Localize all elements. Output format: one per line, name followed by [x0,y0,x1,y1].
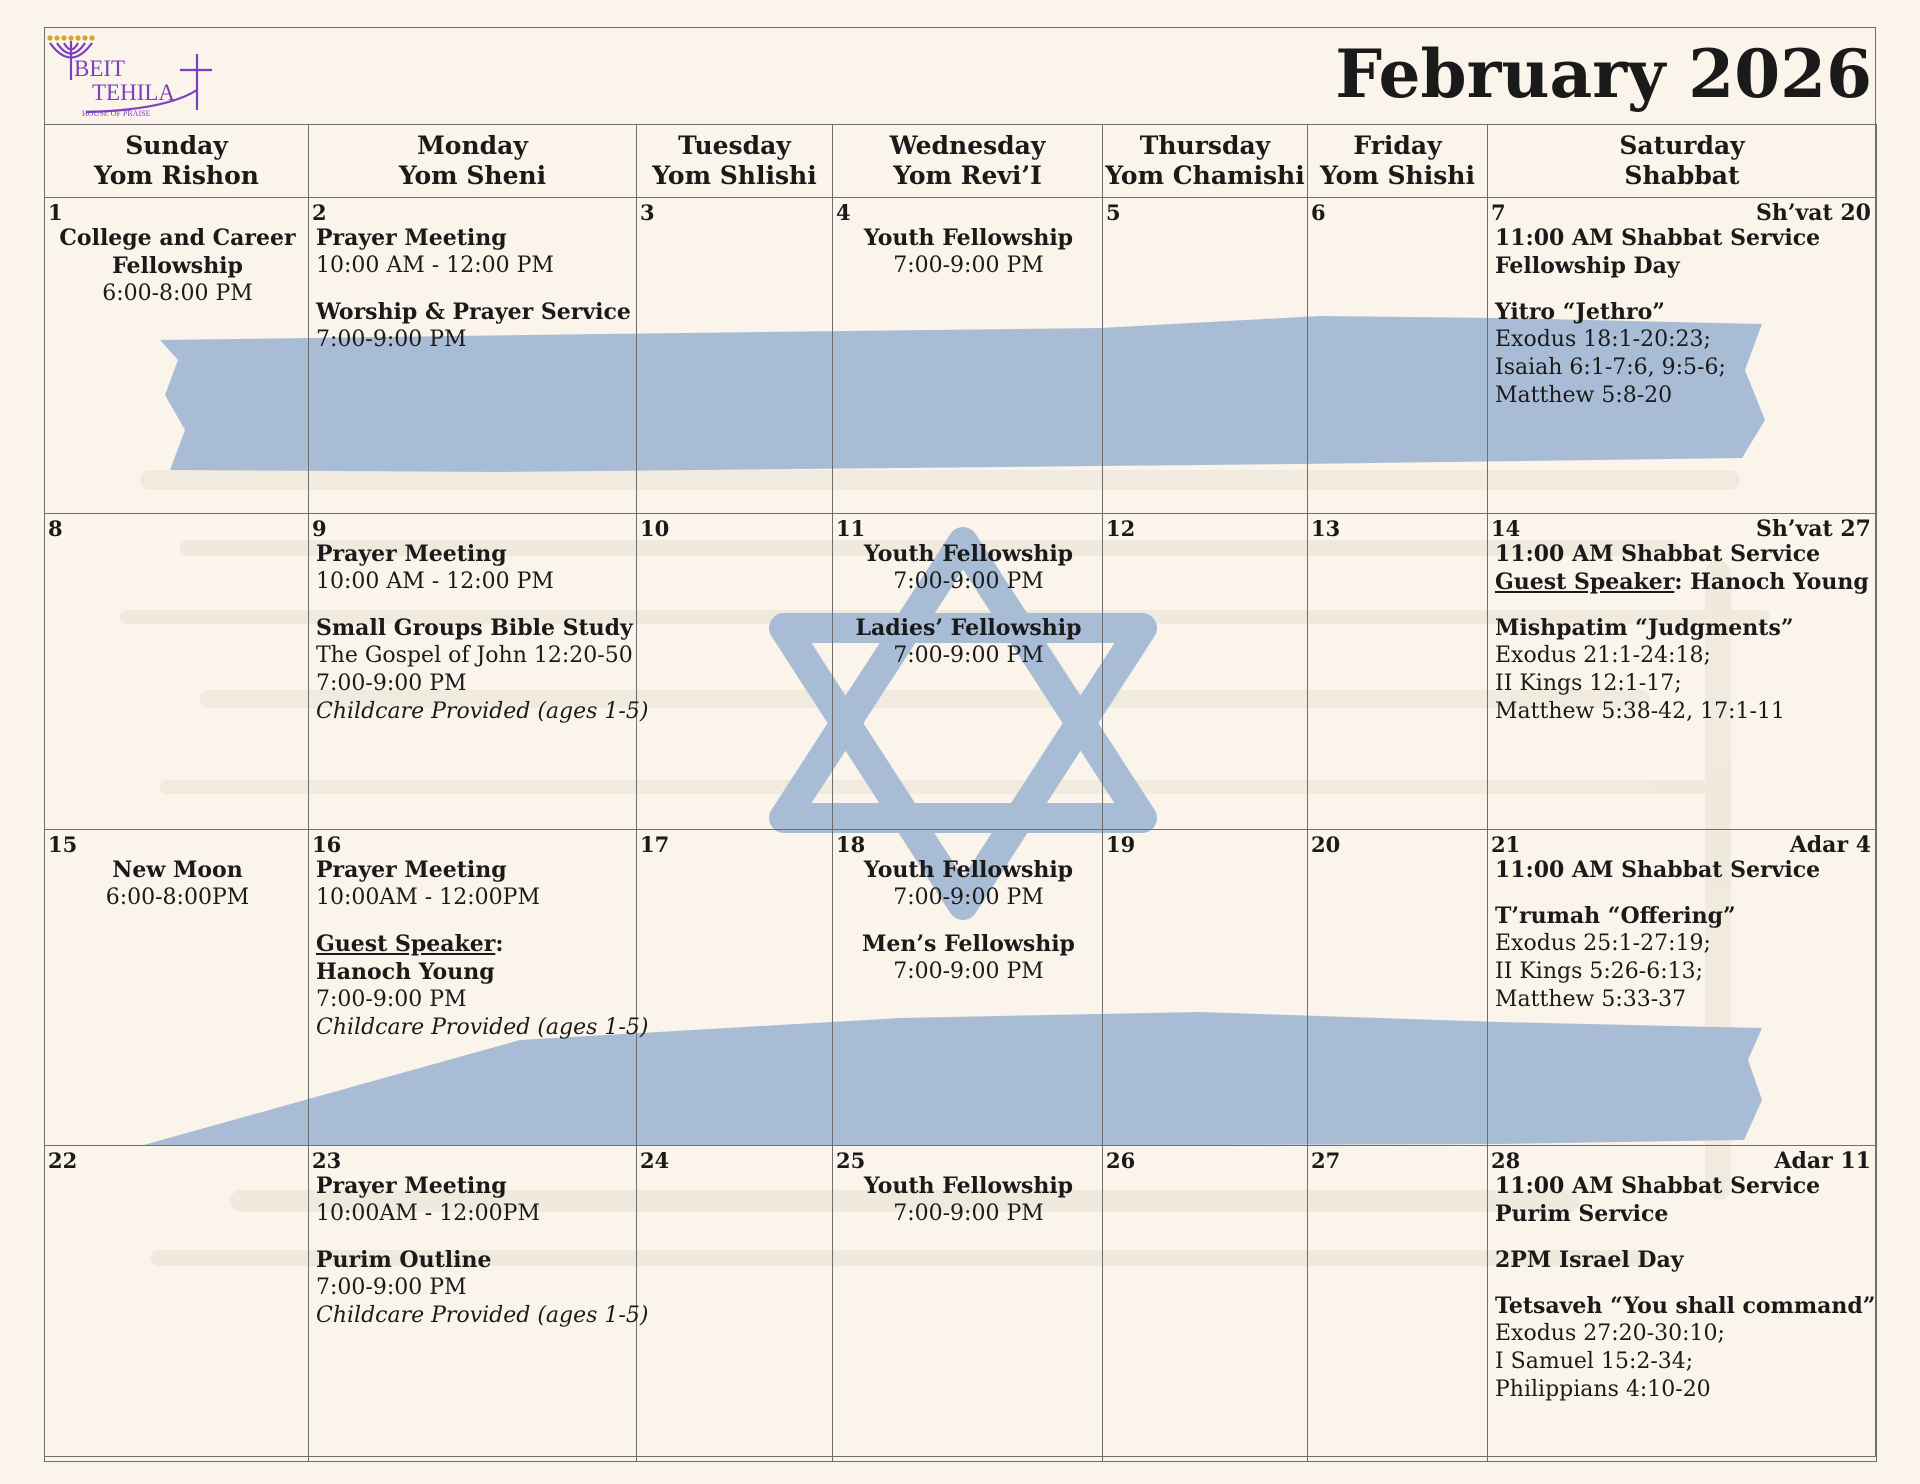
event-title: 11:00 AM Shabbat Service [1495,541,1821,567]
event-title: Youth Fellowship [863,857,1074,883]
event-detail: 7:00-9:00 PM [316,671,467,696]
day-number: 20 [1311,832,1341,857]
guest-speaker-name: : Hanoch Young [1674,569,1869,595]
day-number: 26 [1106,1148,1136,1173]
day-events [833,856,1102,1004]
day-events [45,224,308,326]
day-cell [45,1146,309,1462]
day-events [309,1172,649,1348]
event-detail: 10:00 AM - 12:00 PM [316,569,554,594]
event-title: New Moon [112,857,243,883]
hebrew-date: Adar 11 [1774,1148,1871,1174]
day-number: 2 [312,200,327,225]
event-title: Purim Service [1495,1201,1669,1227]
event-title: 11:00 AM Shabbat Service [1495,225,1821,251]
day-name-hebrew: Yom Rishon [94,161,259,190]
day-number: 28 [1491,1148,1521,1173]
day-cell [833,1146,1103,1462]
event-detail: 10:00AM - 12:00PM [316,1201,540,1226]
event-detail: 7:00-9:00 PM [893,959,1044,984]
event-detail: Philippians 4:10-20 [1495,1377,1711,1402]
day-events [833,224,1102,298]
day-number: 12 [1106,516,1136,541]
day-header-thursday [1103,125,1308,198]
event-title: 11:00 AM Shabbat Service [1495,1173,1821,1199]
event [316,298,631,354]
day-name-english: Saturday [1619,131,1745,160]
event-title: Small Groups Bible Study [316,615,633,641]
day-number: 11 [836,516,866,541]
event-detail: 7:00-9:00 PM [893,1201,1044,1226]
event-note: Childcare Provided (ages 1-5) [316,1303,649,1328]
event-detail: Exodus 18:1-20:23; [1495,327,1711,352]
day-cell [637,830,833,1146]
event-title: 2PM Israel Day [1495,1247,1684,1273]
day-number: 23 [312,1148,342,1173]
day-number: 15 [48,832,78,857]
day-cell [309,830,649,1146]
event [52,224,303,308]
day-events [309,224,636,372]
calendar-body [45,198,1877,1462]
event [1495,1172,1871,1228]
event-title: Prayer Meeting [316,857,507,883]
event-note: Childcare Provided (ages 1-5) [316,699,649,724]
day-number: 21 [1491,832,1521,857]
event [840,1172,1097,1228]
day-events [833,540,1102,688]
event [1495,902,1871,1014]
event [1495,1246,1871,1274]
calendar-grid [44,124,1877,1462]
event-detail: 7:00-9:00 PM [893,885,1044,910]
day-cell [1488,1146,1877,1462]
event-detail: 7:00-9:00 PM [316,987,467,1012]
event-title: Worship & Prayer Service [316,299,631,325]
logo-tagline: HOUSE OF PRAISE [82,109,151,118]
weekday-header-row [45,125,1877,198]
event-title: Prayer Meeting [316,541,507,567]
day-name-hebrew: Yom Chamishi [1105,161,1305,190]
day-number: 1 [48,200,63,225]
day-number: 4 [836,200,851,225]
day-number: 25 [836,1148,866,1173]
day-name-english: Friday [1353,131,1442,160]
event-detail: Matthew 5:8-20 [1495,383,1673,408]
day-number: 24 [640,1148,670,1173]
week-row [45,198,1877,514]
event [1495,1292,1876,1404]
week-row [45,514,1877,830]
day-number: 18 [836,832,866,857]
event [1495,298,1871,410]
month-title: February 2026 [1335,35,1872,113]
day-cell [833,198,1103,514]
event-title: Fellowship [112,253,243,279]
event-detail: Matthew 5:33-37 [1495,987,1687,1012]
day-name-english: Sunday [125,131,228,160]
event-title: 11:00 AM Shabbat Service [1495,857,1821,883]
hebrew-date: Adar 4 [1789,832,1871,858]
event-detail: The Gospel of John 12:20-50 [316,643,633,668]
event [316,614,649,726]
day-cell [637,198,833,514]
event-detail: 10:00AM - 12:00PM [316,885,540,910]
logo-line2: TEHILA [92,80,176,105]
day-cell [1103,198,1308,514]
event-note: Childcare Provided (ages 1-5) [316,1015,649,1040]
event-detail: Exodus 27:20-30:10; [1495,1321,1725,1346]
event [316,856,631,912]
day-events [45,856,308,930]
event-title: T’rumah “Offering” [1495,903,1736,929]
event-title: College and Career [59,225,296,251]
event-title: Mishpatim “Judgments” [1495,615,1794,641]
event-detail: 6:00-8:00 PM [102,281,253,306]
guest-speaker-name: : [495,931,504,957]
event [840,930,1097,986]
day-cell [833,514,1103,830]
day-number: 17 [640,832,670,857]
day-events [1488,1172,1876,1422]
day-number: 19 [1106,832,1136,857]
week-row [45,830,1877,1146]
event-detail: II Kings 12:1-17; [1495,671,1682,696]
day-number: 14 [1491,516,1521,541]
day-name-english: Wednesday [889,131,1046,160]
day-name-english: Thursday [1139,131,1271,160]
event-detail: 7:00-9:00 PM [893,643,1044,668]
event [1495,856,1871,884]
event-detail: I Samuel 15:2-34; [1495,1349,1694,1374]
week-row [45,1146,1877,1462]
event-title: Yitro “Jethro” [1495,299,1665,325]
day-number: 9 [312,516,327,541]
hebrew-date: Sh’vat 20 [1755,200,1871,226]
day-cell [637,1146,833,1462]
day-name-hebrew: Yom Sheni [398,161,547,190]
event-detail: Matthew 5:38-42, 17:1-11 [1495,699,1785,724]
day-number: 10 [640,516,670,541]
day-cell [1308,198,1488,514]
day-name-english: Tuesday [678,131,791,160]
logo-line1: BEIT [74,56,126,81]
event-detail: Isaiah 6:1-7:6, 9:5-6; [1495,355,1726,380]
event [840,224,1097,280]
day-cell [1103,830,1308,1146]
day-name-english: Monday [417,131,528,160]
event-title: Ladies’ Fellowship [855,615,1082,641]
day-cell [1488,514,1877,830]
guest-speaker-label: Guest Speaker [316,931,496,957]
event [316,930,649,1042]
event [1495,614,1871,726]
day-number: 5 [1106,200,1121,225]
event-title: Tetsaveh “You shall command” [1495,1293,1876,1319]
day-cell [1308,514,1488,830]
event [316,540,631,596]
event [52,856,303,912]
day-cell [833,830,1103,1146]
event-title: Purim Outline [316,1247,492,1273]
event-title: Youth Fellowship [863,225,1074,251]
event-title: Prayer Meeting [316,1173,507,1199]
day-number: 27 [1311,1148,1341,1173]
day-cell [45,830,309,1146]
day-number: 8 [48,516,63,541]
day-header-saturday [1488,125,1877,198]
day-header-tuesday [637,125,833,198]
day-number: 22 [48,1148,78,1173]
day-cell [1308,1146,1488,1462]
event [840,540,1097,596]
day-cell [45,198,309,514]
day-cell [45,514,309,830]
day-header-wednesday [833,125,1103,198]
day-number: 16 [312,832,342,857]
guest-speaker-label: Guest Speaker [1495,569,1675,595]
event-detail: 7:00-9:00 PM [316,327,467,352]
day-name-hebrew: Yom Shishi [1320,161,1475,190]
event-detail: Exodus 21:1-24:18; [1495,643,1711,668]
event-detail: 7:00-9:00 PM [893,253,1044,278]
day-number: 7 [1491,200,1506,225]
day-header-monday [309,125,637,198]
day-cell [637,514,833,830]
event-title: Men’s Fellowship [862,931,1075,957]
day-events [1488,224,1876,428]
event-guest-speaker [316,930,631,958]
event-title: Youth Fellowship [863,541,1074,567]
day-cell [1103,514,1308,830]
beit-tehila-logo [46,32,216,120]
event-detail: 7:00-9:00 PM [316,1275,467,1300]
event-detail: II Kings 5:26-6:13; [1495,959,1704,984]
hebrew-date: Sh’vat 27 [1755,516,1871,542]
event [840,856,1097,912]
event [316,1172,631,1228]
event-title: Fellowship Day [1495,253,1680,279]
day-name-hebrew: Yom Shlishi [652,161,817,190]
day-events [1488,856,1876,1032]
event-detail: 10:00 AM - 12:00 PM [316,253,554,278]
day-cell [1488,198,1877,514]
event-title: Youth Fellowship [863,1173,1074,1199]
day-events [833,1172,1102,1246]
event-detail: 7:00-9:00 PM [893,569,1044,594]
event-guest-speaker [1495,568,1871,596]
event [1495,224,1871,280]
event [840,614,1097,670]
day-events [309,540,649,744]
day-cell [309,1146,649,1462]
event-title: Hanoch Young [316,959,495,985]
day-number: 3 [640,200,655,225]
day-cell [1488,830,1877,1146]
day-events [309,856,649,1060]
event [1495,540,1871,596]
day-cell [309,198,637,514]
day-cell [1308,830,1488,1146]
day-name-hebrew: Yom Revi’I [893,161,1042,190]
event-title: Prayer Meeting [316,225,507,251]
day-events [1488,540,1876,744]
day-number: 6 [1311,200,1326,225]
event-detail: 6:00-8:00PM [105,885,250,910]
day-header-sunday [45,125,309,198]
event [316,1246,649,1330]
day-number: 13 [1311,516,1341,541]
day-name-hebrew: Shabbat [1624,161,1740,190]
event [316,224,631,280]
event-detail: Exodus 25:1-27:19; [1495,931,1711,956]
day-cell [1103,1146,1308,1462]
day-header-friday [1308,125,1488,198]
day-cell [309,514,649,830]
